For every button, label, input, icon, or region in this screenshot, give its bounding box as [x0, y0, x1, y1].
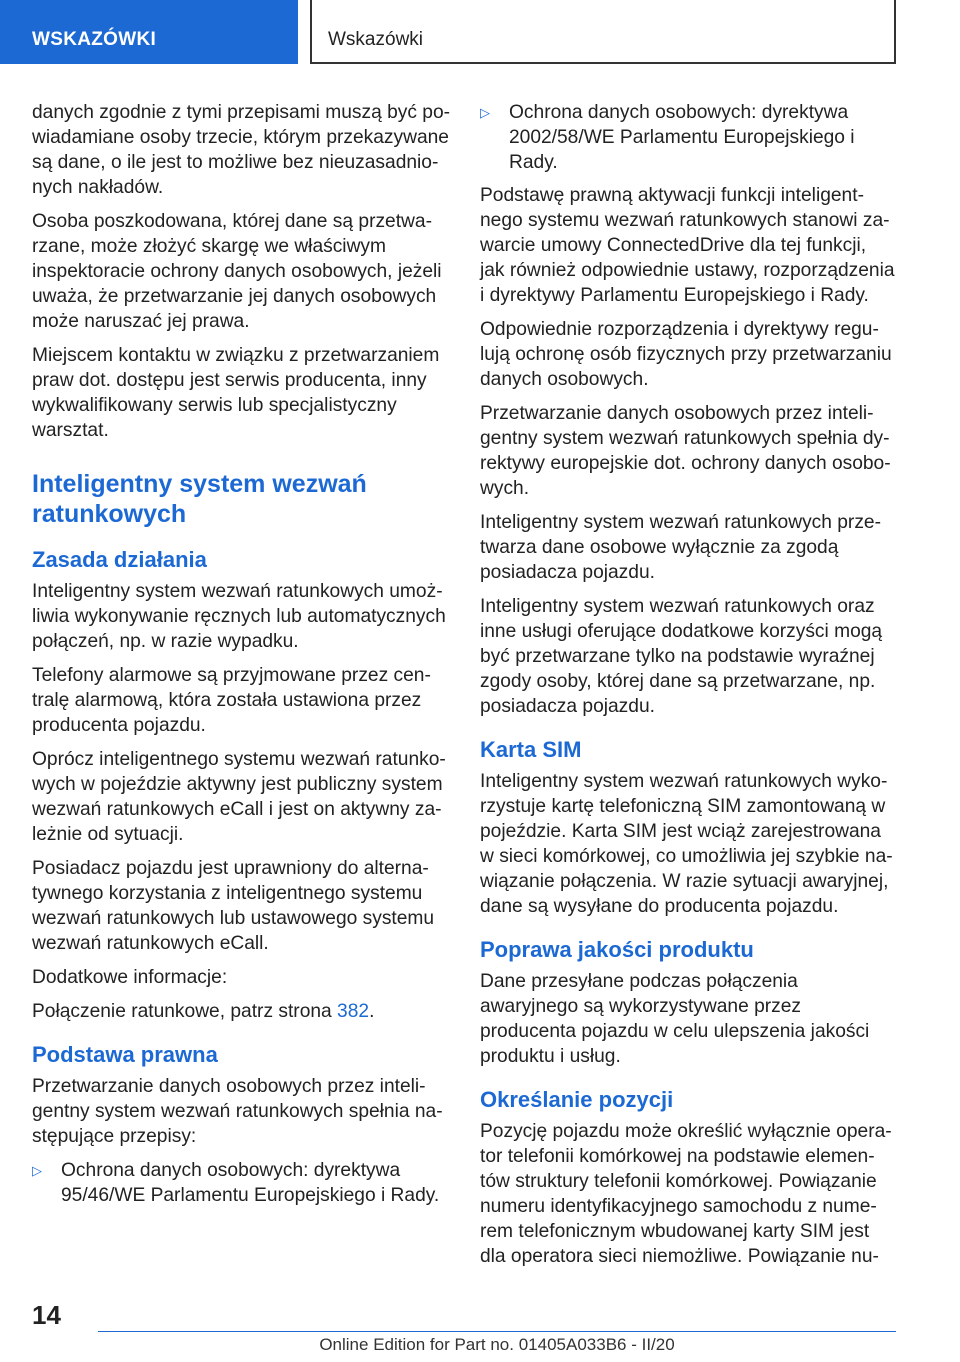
- paragraph: Przetwarzanie danych osobowych przez inteligentny system wezwań ratunkowych spełnia dyrektywy europejskie dot. ochrony danych osobowych.: [480, 403, 891, 499]
- subsection-heading: Podstawa prawna: [32, 1042, 218, 1067]
- paragraph: Oprócz inteligentnego systemu wezwań ratunkowych w pojeździe aktywny jest publiczny system wezwań ratunkowych eCall i jest on aktywny zależnie od sytuacji.: [32, 749, 446, 845]
- left-column: [32, 100, 452, 1216]
- page-number: 14: [32, 1300, 61, 1330]
- paragraph: Pozycję pojazdu może określić wyłącznie operator telefonii komórkowej na podstawie elementów struktury telefonii komórkowej. Powiązanie numeru identyfikacyjnego samochodu z numerem telefonicznym wbudowanej karty SIM jest dla operatora sieci niemożliwe. Powiązanie nu-: [480, 1121, 892, 1267]
- subsection-heading: Określanie pozycji: [480, 1087, 674, 1112]
- right-column: [480, 100, 895, 1278]
- list-item-text: Ochrona danych osobowych: dyrektywa 95/46/WE Parlamentu Europejskiego i Rady.: [61, 1160, 440, 1206]
- paragraph: Inteligentny system wezwań ratunkowych przetwarza dane osobowe wyłącznie za zgodą posiadacza pojazdu.: [480, 512, 881, 583]
- subsection-heading: Zasada działania: [32, 547, 207, 572]
- list-item: [480, 100, 895, 175]
- paragraph: Telefony alarmowe są przyjmowane przez centralę alarmową, która została ustawiona przez producenta pojazdu.: [32, 665, 431, 736]
- cross-reference: [32, 999, 452, 1024]
- paragraph: Dodatkowe informacje:: [32, 967, 228, 988]
- section-title: Wskazówki: [310, 0, 896, 64]
- paragraph: Podstawę prawną aktywacji funkcji inteligentnego systemu wezwań ratunkowych stanowi zawarcie umowy ConnectedDrive dla tej funkcji, jak również odpowiednie ustawy, rozporządzenia i dyrektywy Parlamentu Europejskiego i Rady.: [480, 185, 895, 306]
- triangle-bullet-icon: ▷: [480, 105, 490, 120]
- page-link[interactable]: 382: [337, 1001, 370, 1022]
- chapter-tab: WSKAZÓWKI: [0, 0, 298, 64]
- paragraph: Inteligentny system wezwań ratunkowych oraz inne usługi oferujące dodatkowe korzyści mogą być przetwarzane tylko na podstawie wyraźnej zgody osoby, której dane są przetwarzane, np. posiadacza pojazdu.: [480, 596, 883, 717]
- subsection-heading: Karta SIM: [480, 737, 582, 762]
- list-item: [32, 1158, 452, 1208]
- cross-reference-text: Połączenie ratunkowe, patrz strona: [32, 1001, 338, 1022]
- subsection-heading: Poprawa jakości produktu: [480, 937, 754, 962]
- paragraph: Osoba poszkodowana, której dane są przetwarzane, może złożyć skargę we właściwym inspektoracie ochrony danych osobowych, jeżeli uważa, że przetwarzanie jej danych osobowych może naruszać jej prawa.: [32, 211, 442, 332]
- paragraph: Odpowiednie rozporządzenia i dyrektywy regulują ochronę osób fizycznych przy przetwarzaniu danych osobowych.: [480, 319, 892, 390]
- paragraph: Dane przesyłane podczas połączenia awaryjnego są wykorzystywane przez producenta pojazdu w celu ulepszenia jakości produktu i usług.: [480, 971, 870, 1067]
- edition-footer: Online Edition for Part no. 01405A033B6 - II/20: [319, 1335, 675, 1354]
- cross-reference-end: .: [369, 1001, 375, 1022]
- list-item-text: Ochrona danych osobowych: dyrektywa 2002/58/WE Parlamentu Europejskiego i Rady.: [509, 102, 855, 173]
- paragraph: danych zgodnie z tymi przepisami muszą być powiadamiane osoby trzecie, którym przekazywane są dane, o ile jest to możliwe bez nieuzasadnionych nakładów.: [32, 102, 451, 198]
- paragraph: Inteligentny system wezwań ratunkowych wykorzystuje kartę telefoniczną SIM zamontowaną w pojeździe. Karta SIM jest wciąż zarejestrowana w sieci komórkowej, co umożliwia jej szybkie nawiązanie połączenia. W razie sytuacji awaryjnej, dane są wysyłane do producenta pojazdu.: [480, 771, 893, 917]
- paragraph: Inteligentny system wezwań ratunkowych umożliwia wykonywanie ręcznych lub automatycznych połączeń, np. w razie wypadku.: [32, 581, 446, 652]
- section-heading: Inteligentny system wezwań ratunkowych: [32, 470, 367, 528]
- paragraph: Przetwarzanie danych osobowych przez inteligentny system wezwań ratunkowych spełnia następujące przepisy:: [32, 1076, 443, 1147]
- footer-divider: [98, 1331, 896, 1332]
- paragraph: Posiadacz pojazdu jest uprawniony do alternatywnego korzystania z inteligentnego systemu wezwań ratunkowych lub ustawowego systemu wezwań ratunkowych eCall.: [32, 858, 435, 954]
- triangle-bullet-icon: ▷: [32, 1163, 42, 1178]
- paragraph: Miejscem kontaktu w związku z przetwarzaniem praw dot. dostępu jest serwis producenta, inny wykwalifikowany serwis lub specjalistyczny warsztat.: [32, 345, 440, 441]
